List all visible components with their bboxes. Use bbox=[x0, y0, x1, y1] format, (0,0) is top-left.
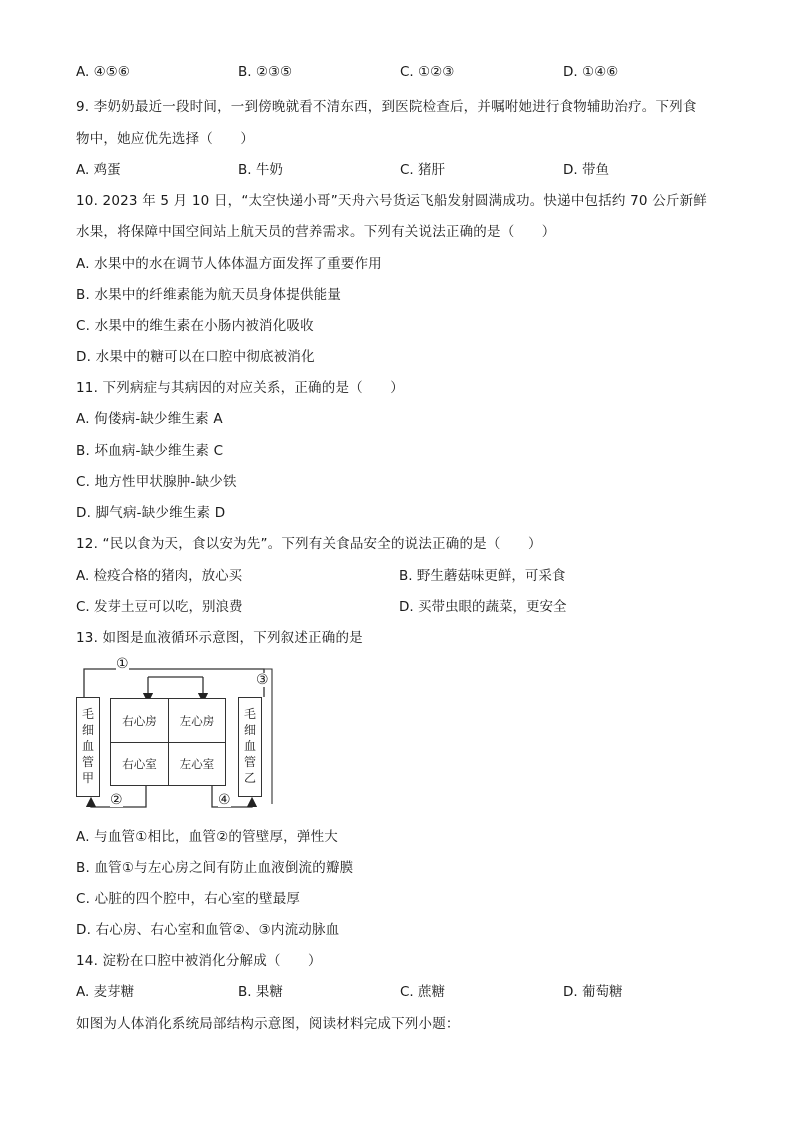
q11-option-d: D. 脚气病-缺少维生素 D bbox=[76, 505, 226, 521]
vessel-label-2: ② bbox=[110, 792, 123, 808]
q14-option-d: D. 葡萄糖 bbox=[563, 984, 623, 1000]
q8-option-d: D. ①④⑥ bbox=[563, 64, 619, 80]
q9-option-d: D. 带鱼 bbox=[563, 162, 609, 178]
q12-option-c: C. 发芽土豆可以吃，别浪费 bbox=[76, 599, 243, 615]
capillary-yi-char-3: 血 bbox=[243, 739, 256, 753]
q12-option-b: B. 野生蘑菇味更鲜，可采食 bbox=[399, 568, 566, 584]
q11-stem: 11. 下列病症与其病因的对应关系，正确的是（ ） bbox=[76, 380, 404, 396]
q14-option-a: A. 麦芽糖 bbox=[76, 984, 135, 1000]
q14-stem: 14. 淀粉在口腔中被消化分解成（ ） bbox=[76, 953, 322, 969]
q9-stem-line1: 9. 李奶奶最近一段时间，一到傍晚就看不清东西，到医院检查后，并嘱咐她进行食物辅助治疗。下列食 bbox=[76, 99, 697, 115]
q10-stem-line2: 水果，将保障中国空间站上航天员的营养需求。下列有关说法正确的是（ ） bbox=[76, 224, 556, 240]
q9-option-a: A. 鸡蛋 bbox=[76, 162, 121, 178]
q8-option-b: B. ②③⑤ bbox=[238, 64, 293, 80]
capillary-jia-char-1: 毛 bbox=[81, 707, 94, 721]
vessel-label-3: ③ bbox=[256, 672, 269, 688]
q11-option-a: A. 佝偻病-缺少维生素 A bbox=[76, 411, 223, 427]
chamber-left-atrium: 左心房 bbox=[179, 713, 215, 728]
chamber-right-ventricle: 右心室 bbox=[122, 757, 157, 771]
q12-stem: 12. “民以食为天，食以安为先”。下列有关食品安全的说法正确的是（ ） bbox=[76, 536, 542, 552]
capillary-yi-box bbox=[238, 697, 262, 797]
vessel-label-1: ① bbox=[116, 656, 129, 672]
capillary-jia-char-2: 细 bbox=[81, 723, 94, 737]
q10-option-d: D. 水果中的糖可以在口腔中彻底被消化 bbox=[76, 349, 315, 365]
q13-option-c: C. 心脏的四个腔中，右心室的壁最厚 bbox=[76, 891, 301, 907]
q14-option-b: B. 果糖 bbox=[238, 984, 283, 1000]
q9-option-c: C. 猪肝 bbox=[400, 162, 446, 178]
q10-stem-line1: 10. 2023 年 5 月 10 日，“太空快递小哥”天舟六号货运飞船发射圆满成功。快递中包括约 70 公斤新鲜 bbox=[76, 193, 707, 209]
capillary-yi-char-4: 管 bbox=[243, 755, 256, 769]
capillary-jia-char-5: 甲 bbox=[81, 771, 94, 785]
q10-option-b: B. 水果中的纤维素能为航天员身体提供能量 bbox=[76, 287, 342, 303]
capillary-jia-char-3: 血 bbox=[81, 739, 94, 753]
heart-box bbox=[110, 698, 226, 786]
capillary-yi-char-1: 毛 bbox=[243, 707, 256, 721]
blood-circulation-diagram bbox=[74, 654, 284, 816]
vessel-label-4: ④ bbox=[218, 792, 231, 808]
q12-option-a: A. 检疫合格的猪肉，放心买 bbox=[76, 568, 243, 584]
q8-option-c: C. ①②③ bbox=[400, 64, 455, 80]
chamber-left-ventricle: 左心室 bbox=[179, 757, 215, 771]
capillary-yi-char-2: 细 bbox=[243, 723, 256, 737]
section-intro: 如图为人体消化系统局部结构示意图，阅读材料完成下列小题： bbox=[76, 1016, 460, 1032]
q13-option-a: A. 与血管①相比，血管②的管壁厚，弹性大 bbox=[76, 829, 338, 845]
q8-option-a: A. ④⑤⑥ bbox=[76, 64, 130, 80]
capillary-jia-char-4: 管 bbox=[81, 755, 94, 769]
chamber-right-atrium: 右心房 bbox=[122, 713, 157, 728]
q11-option-b: B. 坏血病-缺少维生素 C bbox=[76, 443, 224, 459]
q10-option-a: A. 水果中的水在调节人体体温方面发挥了重要作用 bbox=[76, 256, 382, 272]
q9-option-b: B. 牛奶 bbox=[238, 162, 283, 178]
capillary-yi-char-5: 乙 bbox=[243, 771, 256, 785]
q13-option-b: B. 血管①与左心房之间有防止血液倒流的瓣膜 bbox=[76, 860, 354, 876]
q12-option-d: D. 买带虫眼的蔬菜，更安全 bbox=[399, 599, 567, 615]
q13-stem: 13. 如图是血液循环示意图，下列叙述正确的是 bbox=[76, 630, 363, 646]
q13-option-d: D. 右心房、右心室和血管②、③内流动脉血 bbox=[76, 922, 340, 938]
q10-option-c: C. 水果中的维生素在小肠内被消化吸收 bbox=[76, 318, 314, 334]
capillary-jia-box bbox=[76, 697, 100, 797]
q9-stem-line2: 物中，她应优先选择（ ） bbox=[76, 131, 255, 147]
q14-option-c: C. 蔗糖 bbox=[400, 984, 446, 1000]
q11-option-c: C. 地方性甲状腺肿-缺少铁 bbox=[76, 474, 237, 490]
